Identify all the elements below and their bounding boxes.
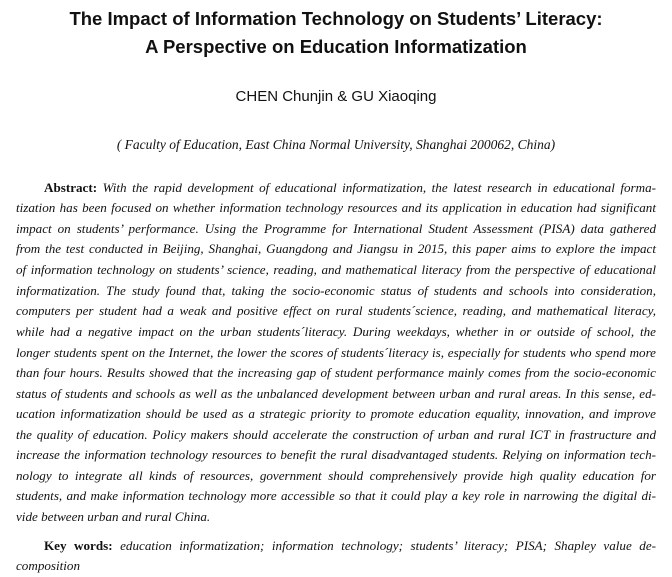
keywords-line (44, 537, 656, 555)
abstract-line: of information technology on students’ science, reading, and mathematical literacy from the perspective of educational (16, 262, 656, 277)
keywords-line-2: composition (16, 558, 81, 573)
title-line-2: A Perspective on Education Informatization (145, 36, 527, 57)
abstract-line: the quality of education. Policy makers should accelerate the construction of urban and rural ICT in frastructure and (16, 427, 656, 442)
affiliation: ( Faculty of Education, East China Normal University, Shanghai 200062, China) (116, 137, 556, 152)
abstract-label: Abstract: (44, 180, 98, 195)
abstract-line: than four hours. Results showed that the increasing gap of student performance mainly comes from the socio-economic (16, 365, 656, 380)
keywords-label: Key words: (44, 538, 113, 553)
abstract-line: increase the information technology resources to benefit the rural disadvantaged students. Relying on information tech- (16, 447, 656, 462)
abstract-line: vide between urban and rural China. (16, 509, 211, 524)
abstract-line: impact on students’ performance. Using the Programme for International Student Assessment (PISA) data gathered (16, 221, 656, 236)
abstract-line: longer students spent on the Internet, the lower the scores of students´literacy is, especially for students who spend more (16, 345, 656, 360)
abstract-line: tization has been focused on whether information technology resources and its application in education had significant (16, 200, 656, 215)
abstract-line: while had a negative impact on the urban students´literacy. During weekdays, whether in or outside of school, the (16, 324, 656, 339)
abstract-text: With the rapid development of educational informatization, the latest research in educational forma- (102, 180, 656, 195)
abstract-line: ucation informatization should be used as a strategic priority to promote education equality, innovation, and improve (16, 406, 656, 421)
abstract-line (44, 179, 656, 197)
abstract-line: students, and make information technology more accessible so that it could play a key role in narrowing the digital di- (16, 488, 656, 503)
abstract-line: from the test conducted in Beijing, Shanghai, Guangdong and Jiangsu in 2015, this paper aims to explore the impact (16, 241, 656, 256)
abstract-line: informatization. The study found that, taking the socio-economic status of students and schools into consideration, (16, 283, 656, 298)
title-line-1: The Impact of Information Technology on Students’ Literacy: (69, 8, 603, 29)
abstract-line: computers per student had a weak and positive effect on rural students´science, reading, and mathematical literacy, (16, 303, 656, 318)
authors: CHEN Chunjin & GU Xiaoqing (235, 88, 437, 105)
abstract-line: status of students and schools as well as the unbalanced development between urban and rural areas. In this sense, ed- (16, 386, 656, 401)
keywords-text: education informatization; information technology; students’ literacy; PISA; Shapley value de- (120, 538, 657, 553)
abstract-line: nology to integrate all kinds of resources, government should comprehensively provide high quality education for (16, 468, 656, 483)
